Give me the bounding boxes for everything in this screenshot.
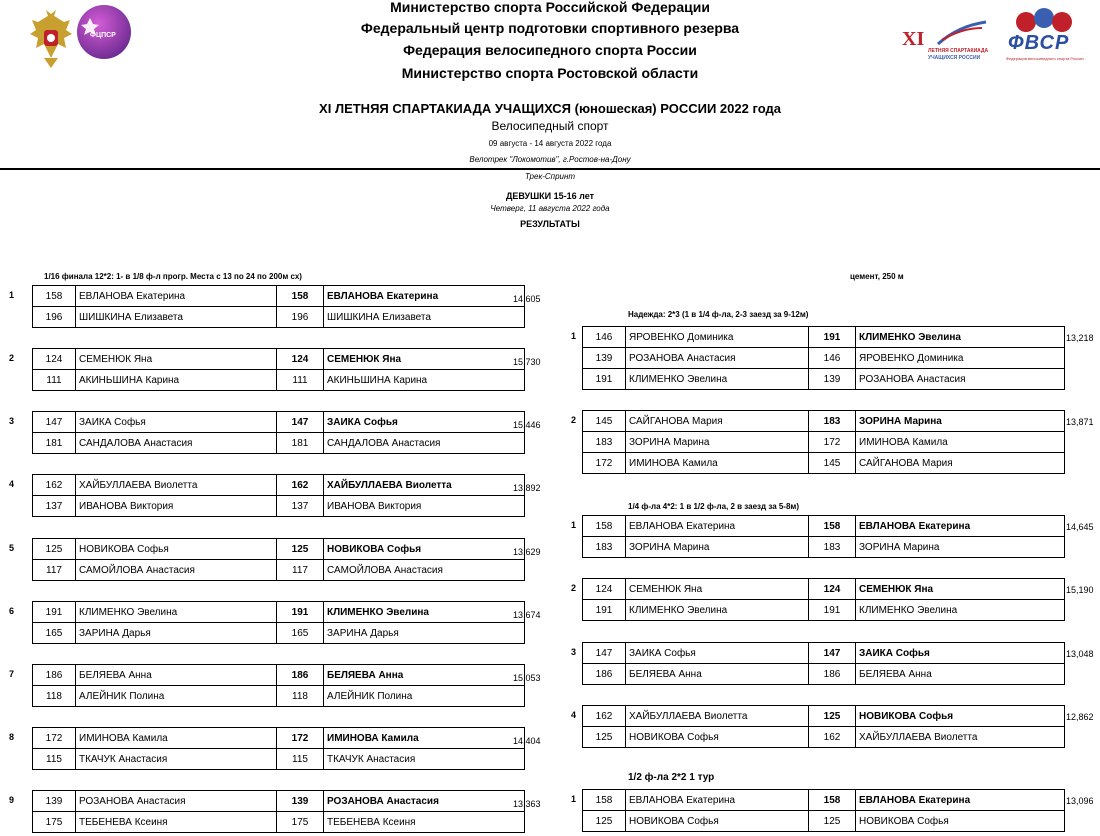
- athlete-name: ИМИНОВА Камила: [76, 728, 277, 749]
- org-line-4: Министерство спорта Ростовской области: [401, 65, 699, 81]
- table-row: [583, 664, 1065, 685]
- fvsr-logo-text: ФВСР: [1008, 32, 1070, 54]
- start-number: 145: [583, 411, 626, 432]
- winner-name: РОЗАНОВА Анастасия: [324, 791, 525, 812]
- heat-1-16-table: [32, 790, 525, 833]
- winner-number: 125: [277, 539, 324, 560]
- table-row: [33, 496, 525, 517]
- athlete-name: БЕЛЯЕВА Анна: [76, 665, 277, 686]
- start-number: 162: [583, 706, 626, 727]
- winner-name: ЗАИКА Софья: [324, 412, 525, 433]
- start-number: 125: [583, 727, 626, 748]
- loser-name: АЛЕЙНИК Полина: [324, 686, 525, 707]
- heat-time: 13,674: [513, 610, 541, 620]
- table-row: [583, 579, 1065, 600]
- heat-time: 13,892: [513, 483, 541, 493]
- loser-number: 115: [277, 749, 324, 770]
- table-row: [33, 665, 525, 686]
- winner-name: НОВИКОВА Софья: [856, 706, 1065, 727]
- athlete-name: ХАЙБУЛЛАЕВА Виолетта: [76, 475, 277, 496]
- start-number: 158: [583, 790, 626, 811]
- table-row: [583, 516, 1065, 537]
- result-number: 139: [809, 369, 856, 390]
- start-number: 139: [33, 791, 76, 812]
- heat-1-16-table: [32, 348, 525, 391]
- start-number: 146: [583, 327, 626, 348]
- heat-1-16-table: [32, 285, 525, 328]
- athlete-name: НОВИКОВА Софья: [626, 727, 809, 748]
- heat-index: 2: [571, 415, 577, 425]
- winner-number: 147: [809, 643, 856, 664]
- heat-time: 14,404: [513, 736, 541, 746]
- table-row: [33, 728, 525, 749]
- table-row: [583, 369, 1065, 390]
- result-name: НОВИКОВА Софья: [856, 811, 1065, 832]
- start-number: 186: [33, 665, 76, 686]
- winner-number: 158: [809, 516, 856, 537]
- loser-number: 165: [277, 623, 324, 644]
- heat-index: 5: [9, 543, 15, 553]
- table-row: [583, 790, 1065, 811]
- start-number: 158: [583, 516, 626, 537]
- athlete-name: САМОЙЛОВА Анастасия: [76, 560, 277, 581]
- repechage-heat-table: [582, 326, 1065, 390]
- winner-number: 125: [809, 706, 856, 727]
- table-row: [583, 537, 1065, 558]
- athlete-name: АКИНЬШИНА Карина: [76, 370, 277, 391]
- spartakiada-logo-text1: ЛЕТНЯЯ СПАРТАКИАДА: [928, 48, 989, 54]
- heat-time: 15,446: [513, 420, 541, 430]
- result-number: 186: [809, 664, 856, 685]
- heat-time: 13,218: [1066, 333, 1094, 343]
- result-number: 162: [809, 727, 856, 748]
- category: ДЕВУШКИ 15-16 лет: [505, 191, 595, 201]
- event-dates: 09 августа - 14 августа 2022 года: [488, 139, 612, 148]
- winner-name: ХАЙБУЛЛАЕВА Виолетта: [324, 475, 525, 496]
- athlete-name: РОЗАНОВА Анастасия: [76, 791, 277, 812]
- quarter-heat-table: [582, 642, 1065, 685]
- start-number: 117: [33, 560, 76, 581]
- loser-number: 175: [277, 812, 324, 833]
- table-row: [33, 623, 525, 644]
- athlete-name: ЗАРИНА Дарья: [76, 623, 277, 644]
- loser-name: САМОЙЛОВА Анастасия: [324, 560, 525, 581]
- quarter-title: 1/4 ф-ла 4*2: 1 в 1/2 ф-ла, 2 в заезд за 5-8м): [628, 502, 800, 511]
- table-row: [583, 811, 1065, 832]
- heat-time: 13,629: [513, 547, 541, 557]
- heat-time: 15,730: [513, 357, 541, 367]
- result-name: РОЗАНОВА Анастасия: [856, 369, 1065, 390]
- athlete-name: ЗАИКА Софья: [76, 412, 277, 433]
- table-row: [33, 433, 525, 454]
- start-number: 139: [583, 348, 626, 369]
- start-number: 186: [583, 664, 626, 685]
- table-row: [33, 307, 525, 328]
- result-number: 146: [809, 348, 856, 369]
- heat-1-16-table: [32, 538, 525, 581]
- result-name: КЛИМЕНКО Эвелина: [856, 600, 1065, 621]
- table-row: [583, 411, 1065, 432]
- table-row: [33, 286, 525, 307]
- athlete-name: КЛИМЕНКО Эвелина: [626, 369, 809, 390]
- winner-number: 124: [277, 349, 324, 370]
- table-row: [583, 432, 1065, 453]
- athlete-name: СЕМЕНЮК Яна: [76, 349, 277, 370]
- heat-time: 14,605: [513, 294, 541, 304]
- fcpsr-logo-text: ФЦПСР: [90, 32, 116, 39]
- repechage-title: Надежда: 2*3 (1 в 1/4 ф-ла, 2-3 заезд за 9-12м): [628, 310, 809, 319]
- athlete-name: НОВИКОВА Софья: [626, 811, 809, 832]
- table-row: [33, 475, 525, 496]
- winner-number: 191: [277, 602, 324, 623]
- start-number: 172: [583, 453, 626, 474]
- athlete-name: КЛИМЕНКО Эвелина: [76, 602, 277, 623]
- heat-index: 2: [9, 353, 15, 363]
- org-line-2: Федеральный центр подготовки спортивного резерва: [360, 20, 740, 36]
- table-row: [583, 348, 1065, 369]
- winner-number: 186: [277, 665, 324, 686]
- russia-coat-of-arms-logo: [28, 8, 74, 70]
- quarter-heat-table: [582, 515, 1065, 558]
- winner-number: 162: [277, 475, 324, 496]
- round-1-16-title: 1/16 финала 12*2: 1- в 1/8 ф-л прогр. Места с 13 по 24 по 200м сх): [44, 272, 302, 281]
- table-row: [33, 686, 525, 707]
- org-line-3: Федерация велосипедного спорта России: [403, 42, 697, 58]
- winner-name: СЕМЕНЮК Яна: [324, 349, 525, 370]
- loser-name: ИВАНОВА Виктория: [324, 496, 525, 517]
- fvsr-logo-subtext: Федерация велосипедного спорта России: [1006, 56, 1084, 61]
- table-row: [33, 812, 525, 833]
- winner-number: 183: [809, 411, 856, 432]
- loser-number: 137: [277, 496, 324, 517]
- heat-1-16-table: [32, 727, 525, 770]
- heat-time: 13,871: [1066, 417, 1094, 427]
- winner-number: 191: [809, 327, 856, 348]
- sport-name: Велосипедный спорт: [491, 119, 609, 133]
- heat-time: 15,190: [1066, 585, 1094, 595]
- winner-name: ЗАИКА Софья: [856, 643, 1065, 664]
- athlete-name: РОЗАНОВА Анастасия: [626, 348, 809, 369]
- winner-name: БЕЛЯЕВА Анна: [324, 665, 525, 686]
- table-row: [33, 539, 525, 560]
- loser-name: ТКАЧУК Анастасия: [324, 749, 525, 770]
- heat-index: 4: [571, 710, 577, 720]
- athlete-name: ТКАЧУК Анастасия: [76, 749, 277, 770]
- winner-number: 139: [277, 791, 324, 812]
- start-number: 196: [33, 307, 76, 328]
- result-name: ЯРОВЕНКО Доминика: [856, 348, 1065, 369]
- start-number: 183: [583, 537, 626, 558]
- table-row: [33, 791, 525, 812]
- loser-number: 196: [277, 307, 324, 328]
- winner-name: СЕМЕНЮК Яна: [856, 579, 1065, 600]
- result-name: ЗОРИНА Марина: [856, 537, 1065, 558]
- heat-1-16-table: [32, 664, 525, 707]
- athlete-name: ЕВЛАНОВА Екатерина: [626, 516, 809, 537]
- date-line: Четверг, 11 августа 2022 года: [490, 204, 610, 213]
- discipline: Трек-Спринт: [524, 172, 576, 181]
- start-number: 191: [583, 600, 626, 621]
- heat-index: 7: [9, 669, 15, 679]
- table-row: [33, 560, 525, 581]
- heat-index: 2: [571, 583, 577, 593]
- athlete-name: ЗОРИНА Марина: [626, 537, 809, 558]
- table-row: [33, 749, 525, 770]
- start-number: 137: [33, 496, 76, 517]
- heat-index: 1: [571, 331, 577, 341]
- start-number: 147: [33, 412, 76, 433]
- heat-index: 1: [571, 520, 577, 530]
- athlete-name: САЙГАНОВА Мария: [626, 411, 809, 432]
- result-name: САЙГАНОВА Мария: [856, 453, 1065, 474]
- semi-title: 1/2 ф-ла 2*2 1 тур: [628, 772, 715, 783]
- winner-name: ЕВЛАНОВА Екатерина: [856, 516, 1065, 537]
- heat-1-16-table: [32, 411, 525, 454]
- loser-name: АКИНЬШИНА Карина: [324, 370, 525, 391]
- spartakiada-logo-text2: УЧАЩИХСЯ РОССИИ: [928, 55, 981, 61]
- athlete-name: БЕЛЯЕВА Анна: [626, 664, 809, 685]
- table-row: [583, 706, 1065, 727]
- heat-index: 1: [9, 290, 15, 300]
- start-number: 111: [33, 370, 76, 391]
- winner-name: КЛИМЕНКО Эвелина: [324, 602, 525, 623]
- table-row: [33, 412, 525, 433]
- winner-number: 172: [277, 728, 324, 749]
- heat-time: 13,096: [1066, 796, 1094, 806]
- heat-1-16-table: [32, 601, 525, 644]
- heat-index: 3: [9, 416, 15, 426]
- winner-number: 158: [277, 286, 324, 307]
- athlete-name: СЕМЕНЮК Яна: [626, 579, 809, 600]
- table-row: [33, 349, 525, 370]
- heat-index: 8: [9, 732, 15, 742]
- athlete-name: ИВАНОВА Виктория: [76, 496, 277, 517]
- start-number: 147: [583, 643, 626, 664]
- heat-index: 1: [571, 794, 577, 804]
- event-title: XI ЛЕТНЯЯ СПАРТАКИАДА УЧАЩИХСЯ (юношеская) РОССИИ 2022 года: [319, 101, 781, 116]
- athlete-name: ХАЙБУЛЛАЕВА Виолетта: [626, 706, 809, 727]
- start-number: 183: [583, 432, 626, 453]
- heat-index: 4: [9, 479, 15, 489]
- winner-name: КЛИМЕНКО Эвелина: [856, 327, 1065, 348]
- athlete-name: ЗАИКА Софья: [626, 643, 809, 664]
- athlete-name: САНДАЛОВА Анастасия: [76, 433, 277, 454]
- table-row: [583, 327, 1065, 348]
- org-line-1: Министерство спорта Российской Федерации: [390, 0, 710, 15]
- winner-name: ИМИНОВА Камила: [324, 728, 525, 749]
- start-number: 115: [33, 749, 76, 770]
- heat-time: 13,048: [1066, 649, 1094, 659]
- loser-number: 181: [277, 433, 324, 454]
- heat-time: 13,363: [513, 799, 541, 809]
- result-number: 145: [809, 453, 856, 474]
- start-number: 191: [583, 369, 626, 390]
- athlete-name: КЛИМЕНКО Эвелина: [626, 600, 809, 621]
- start-number: 118: [33, 686, 76, 707]
- loser-name: САНДАЛОВА Анастасия: [324, 433, 525, 454]
- quarter-heat-table: [582, 705, 1065, 748]
- athlete-name: ЯРОВЕНКО Доминика: [626, 327, 809, 348]
- winner-name: НОВИКОВА Софья: [324, 539, 525, 560]
- result-number: 172: [809, 432, 856, 453]
- start-number: 125: [583, 811, 626, 832]
- start-number: 165: [33, 623, 76, 644]
- winner-number: 158: [809, 790, 856, 811]
- table-row: [583, 600, 1065, 621]
- heat-time: 12,862: [1066, 712, 1094, 722]
- loser-name: ШИШКИНА Елизавета: [324, 307, 525, 328]
- semi-heat-table: [582, 789, 1065, 832]
- start-number: 172: [33, 728, 76, 749]
- venue: Велотрек "Локомотив", г.Ростов-на-Дону: [469, 155, 631, 164]
- athlete-name: ШИШКИНА Елизавета: [76, 307, 277, 328]
- loser-number: 117: [277, 560, 324, 581]
- athlete-name: ЕВЛАНОВА Екатерина: [626, 790, 809, 811]
- winner-name: ЕВЛАНОВА Екатерина: [856, 790, 1065, 811]
- athlete-name: АЛЕЙНИК Полина: [76, 686, 277, 707]
- table-row: [583, 643, 1065, 664]
- table-row: [583, 727, 1065, 748]
- result-number: 125: [809, 811, 856, 832]
- table-row: [33, 602, 525, 623]
- results-label: РЕЗУЛЬТАТЫ: [520, 219, 580, 229]
- athlete-name: ЗОРИНА Марина: [626, 432, 809, 453]
- table-row: [33, 370, 525, 391]
- loser-number: 111: [277, 370, 324, 391]
- loser-name: ТЕБЕНЕВА Ксеиня: [324, 812, 525, 833]
- quarter-heat-table: [582, 578, 1065, 621]
- table-row: [583, 453, 1065, 474]
- spartakiada-logo-numeral: XI: [902, 28, 925, 50]
- loser-number: 118: [277, 686, 324, 707]
- result-name: ХАЙБУЛЛАЕВА Виолетта: [856, 727, 1065, 748]
- track-info: цемент, 250 м: [850, 272, 904, 281]
- start-number: 191: [33, 602, 76, 623]
- start-number: 162: [33, 475, 76, 496]
- start-number: 125: [33, 539, 76, 560]
- result-name: БЕЛЯЕВА Анна: [856, 664, 1065, 685]
- header-divider: [0, 168, 1100, 170]
- heat-1-16-table: [32, 474, 525, 517]
- heat-index: 3: [571, 647, 577, 657]
- winner-name: ЗОРИНА Марина: [856, 411, 1065, 432]
- heat-time: 15,053: [513, 673, 541, 683]
- start-number: 124: [33, 349, 76, 370]
- start-number: 124: [583, 579, 626, 600]
- start-number: 158: [33, 286, 76, 307]
- result-number: 183: [809, 537, 856, 558]
- repechage-heat-table: [582, 410, 1065, 474]
- winner-name: ЕВЛАНОВА Екатерина: [324, 286, 525, 307]
- athlete-name: ТЕБЕНЕВА Ксеиня: [76, 812, 277, 833]
- loser-name: ЗАРИНА Дарья: [324, 623, 525, 644]
- heat-time: 14,645: [1066, 522, 1094, 532]
- winner-number: 147: [277, 412, 324, 433]
- winner-number: 124: [809, 579, 856, 600]
- result-name: ИМИНОВА Камила: [856, 432, 1065, 453]
- athlete-name: ИМИНОВА Камила: [626, 453, 809, 474]
- start-number: 181: [33, 433, 76, 454]
- heat-index: 9: [9, 795, 15, 805]
- athlete-name: ЕВЛАНОВА Екатерина: [76, 286, 277, 307]
- athlete-name: НОВИКОВА Софья: [76, 539, 277, 560]
- result-number: 191: [809, 600, 856, 621]
- heat-index: 6: [9, 606, 15, 616]
- start-number: 175: [33, 812, 76, 833]
